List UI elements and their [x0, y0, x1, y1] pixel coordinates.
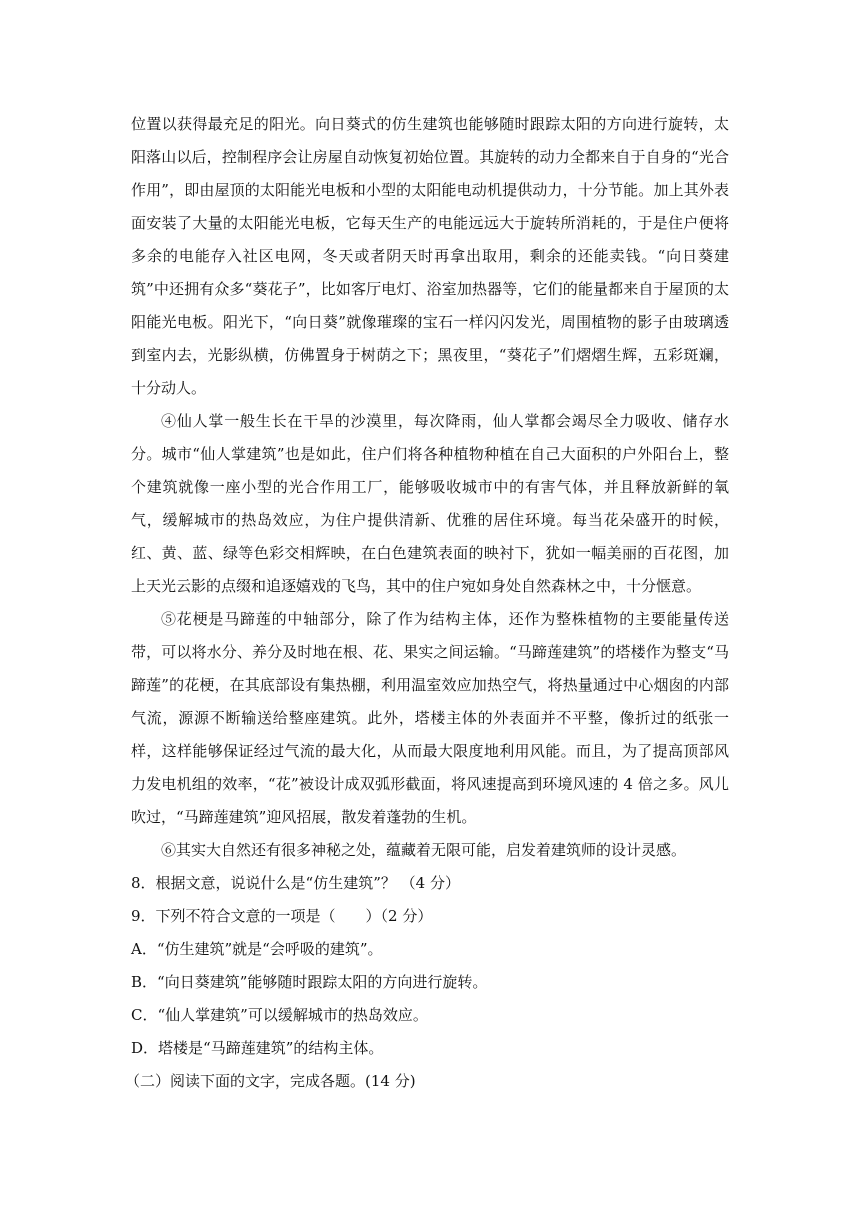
paragraph-5: ⑤花梗是马蹄莲的中轴部分，除了作为结构主体，还作为整株植物的主要能量传送带，可以将水分、养分及时地在根、花、果实之间运输。“马蹄莲建筑”的塔楼作为整支“马蹄莲”的花梗，在其底部设有集热棚，利用温室效应加热空气，将热量通过中心烟囱的内部气流，源源不断输送给整座建筑。此外，塔楼主体的外表面并不平整，像折过的纸张一样，这样能够保证经过气流的最大化，从而最大限度地利用风能。而且，为了提高顶部风力发电机组的效率，“花”被设计成双弧形截面，将风速提高到环境风速的 4 倍之多。风儿吹过，“马蹄莲建筑”迎风招展，散发着蓬勃的生机。	[131, 610, 729, 826]
question-8: 8．根据文意，说说什么是“仿生建筑”？ （4 分）	[131, 874, 460, 892]
question-9-option-d: D．塔楼是“马蹄莲建筑”的结构主体。	[131, 1039, 384, 1057]
paragraph-4: ④仙人掌一般生长在干旱的沙漠里，每次降雨，仙人掌都会竭尽全力吸收、储存水分。城市“仙人掌建筑”也是如此，住户们将各种植物种植在自己大面积的户外阳台上，整个建筑就像一座小型的光合作用工厂，能够吸收城市中的有害气体，并且释放新鲜的氧气，缓解城市的热岛效应，为住户提供清新、优雅的居住环境。每当花朵盛开的时候，红、黄、蓝、绿等色彩交相辉映，在白色建筑表面的映衬下，犹如一幅美丽的百花图，加上天光云影的点缀和追逐嬉戏的飞鸟，其中的住户宛如身处自然森林之中，十分惬意。	[131, 412, 729, 595]
paragraph-3-continued: 位置以获得最充足的阳光。向日葵式的仿生建筑也能够随时跟踪太阳的方向进行旋转，太阳落山以后，控制程序会让房屋自动恢复初始位置。其旋转的动力全都来自于自身的“光合作用”，即由屋顶的太阳能光电板和小型的太阳能电动机提供动力，十分节能。加上其外表面安装了大量的太阳能光电板，它每天生产的电能远远大于旋转所消耗的，于是住户便将多余的电能存入社区电网，冬天或者阴天时再拿出取用，剩余的还能卖钱。“向日葵建筑”中还拥有众多“葵花子”，比如客厅电灯、浴室加热器等，它们的能量都来自于屋顶的太阳能光电板。阳光下，“向日葵”就像璀璨的宝石一样闪闪发光，周围植物的影子由玻璃透到室内去，光影纵横，仿佛置身于树荫之下；黑夜里，“葵花子”们熠熠生辉，五彩斑斓，十分动人。	[131, 115, 729, 397]
question-9-stem: 9．下列不符合文意的一项是（ ）（2 分）	[131, 907, 433, 925]
question-9-option-a: A．“仿生建筑”就是“会呼吸的建筑”。	[131, 940, 383, 958]
section-title: （二）阅读下面的文字，完成各题。(14 分)	[125, 1072, 416, 1090]
document-content	[125, 108, 729, 1098]
question-9-option-b: B．“向日葵建筑”能够随时跟踪太阳的方向进行旋转。	[131, 973, 488, 991]
paragraph-6: ⑥其实大自然还有很多神秘之处，蕴藏着无限可能，启发着建筑师的设计灵感。	[161, 841, 687, 859]
question-9-option-c: C．“仙人掌建筑”可以缓解城市的热岛效应。	[131, 1006, 428, 1024]
